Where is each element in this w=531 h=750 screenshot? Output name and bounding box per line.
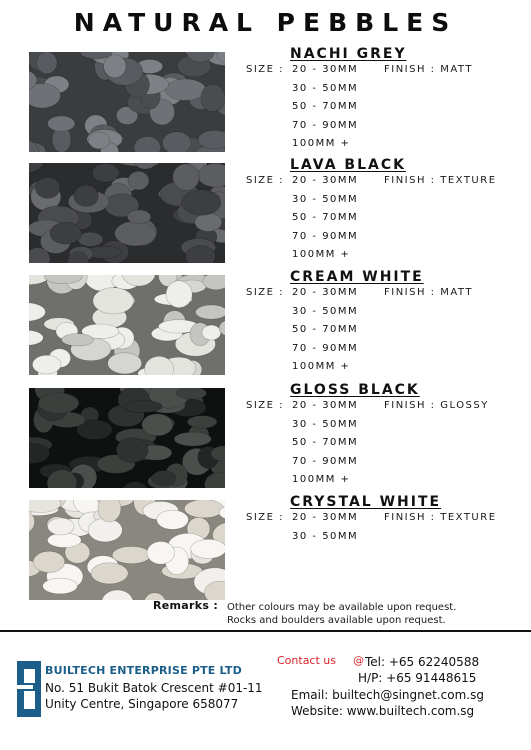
size-item: 20 - 30MM [292,400,359,411]
size-item: 100MM + [292,249,351,261]
pebble-photo [29,163,225,263]
size-item: 100MM + [292,361,351,373]
pebble-shape [182,190,221,216]
product-name: CREAM WHITE [290,269,424,285]
size-item: 70 - 90MM [292,230,359,242]
pebble-shape [162,132,191,152]
pebble-shape [147,541,175,564]
contact-tel: Tel: +65 62240588 [365,655,480,669]
page-title: NATURAL PEBBLES [73,8,458,37]
size-item: 20 - 30MM [292,287,359,298]
size-item: 100MM + [292,474,351,486]
pebble-shape [165,79,206,100]
contact-at-sign: @ [353,654,364,667]
product-lava-black [0,157,531,267]
pebble-shape [91,563,128,584]
size-item: 20 - 30MM [292,64,359,75]
size-label: SIZE : [246,512,285,523]
pebble-shape [187,416,217,429]
remarks-text [227,601,456,627]
pebble-photo [29,275,225,375]
pebble-shape [62,334,94,346]
finish-value: FINISH : MATT [384,287,473,298]
contact-hp: H/P: +65 91448615 [358,671,477,685]
footer-divider [0,630,531,632]
pebble-shape [50,222,82,244]
size-list [292,287,358,380]
pebble-shape [173,164,200,191]
pebble-shape [48,518,75,535]
size-item: 30 - 50MM [292,193,359,205]
product-name: LAVA BLACK [290,157,406,173]
pebble-shape [195,213,222,231]
finish-value: FINISH : MATT [384,64,473,75]
pebble-shape [93,288,134,314]
pebble-shape [166,281,192,308]
product-name: NACHI GREY [290,46,407,62]
pebble-photo [29,500,225,600]
pebble-shape [142,414,173,436]
pebble-shape [176,388,206,399]
size-item: 70 - 90MM [292,119,359,131]
finish-value: FINISH : TEXTURE [384,175,497,186]
product-cream-white [0,269,531,379]
size-label: SIZE : [246,175,285,186]
pebble-shape [152,471,177,486]
size-item: 30 - 50MM [292,82,359,94]
pebble-shape [32,355,61,374]
remarks-label: Remarks : [153,599,219,612]
pebble-shape [201,84,225,112]
pebble-shape [174,432,211,446]
pebble-shape [116,438,148,463]
size-item: 50 - 70MM [292,101,359,113]
size-list [292,64,358,157]
pebble-shape [88,518,122,542]
size-item: 30 - 50MM [292,418,359,430]
size-label: SIZE : [246,64,285,75]
size-item: 100MM + [292,138,351,150]
pebble-photo [29,388,225,488]
size-item: 70 - 90MM [292,455,359,467]
product-name: GLOSS BLACK [290,382,420,398]
product-gloss-black [0,382,531,492]
pebble-shape [89,132,110,149]
pebble-shape [35,178,60,199]
pebble-shape [37,52,57,74]
pebble-shape [48,116,75,131]
size-label: SIZE : [246,400,285,411]
company-name: BUILTECH ENTERPRISE PTE LTD [45,664,242,677]
size-item: 50 - 70MM [292,437,359,449]
pebble-shape [127,210,151,224]
finish-value: FINISH : GLOSSY [384,400,489,411]
contact-label: Contact us [277,654,336,667]
pebble-shape [202,325,221,340]
pebble-shape [108,353,142,374]
pebble-photo [29,52,225,152]
product-nachi-grey [0,46,531,156]
company-logo-icon [17,661,41,717]
size-item: 20 - 30MM [292,175,359,186]
pebble-shape [47,533,81,548]
pebble-shape [196,305,226,319]
size-list [292,512,358,549]
size-label: SIZE : [246,287,285,298]
product-crystal-white [0,494,531,604]
pebble-shape [157,510,189,529]
pebble-shape [92,164,119,183]
contact-website: Website: www.builtech.com.sg [291,704,475,718]
pebble-shape [115,221,156,246]
pebble-shape [104,55,126,78]
company-address-line-2: Unity Centre, Singapore 658077 [45,697,239,711]
product-name: CRYSTAL WHITE [290,494,442,510]
pebble-shape [184,500,223,518]
company-address-line-1: No. 51 Bukit Batok Crescent #01-11 [45,681,263,695]
size-list [292,400,358,493]
size-list [292,175,358,268]
size-item: 20 - 30MM [292,512,359,523]
pebble-shape [124,400,162,412]
pebble-shape [43,578,78,594]
contact-email: Email: builtech@singnet.com.sg [291,688,484,702]
pebble-shape [191,539,225,558]
pebble-shape [38,393,79,414]
size-item: 50 - 70MM [292,324,359,336]
remarks-line-2: Rocks and boulders available upon request. [227,615,446,626]
size-item: 30 - 50MM [292,305,359,317]
pebble-shape [33,551,64,572]
finish-value: FINISH : TEXTURE [384,512,497,523]
pebble-shape [128,171,149,190]
remarks-line-1: Other colours may be available upon request. [227,602,457,613]
size-item: 70 - 90MM [292,342,359,354]
pebble-shape [112,547,151,564]
size-item: 50 - 70MM [292,212,359,224]
size-item: 30 - 50MM [292,530,359,542]
pebble-shape [74,185,99,206]
